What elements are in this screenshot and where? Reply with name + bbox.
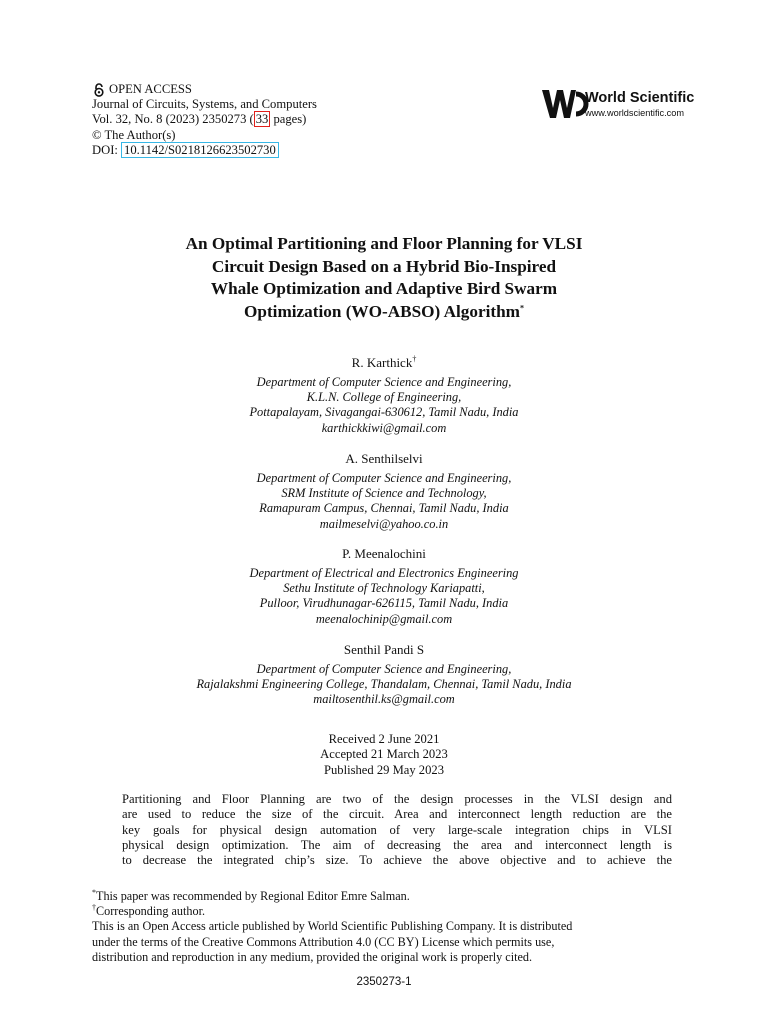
open-access-label: OPEN ACCESS <box>109 82 192 96</box>
affiliation-line: Pottapalayam, Sivagangai-630612, Tamil Nadu, India <box>249 405 519 420</box>
abstract-line: Partitioning and Floor Planning are two of the design processes in the VLSI design and <box>122 792 672 806</box>
affiliation-line: Department of Computer Science and Engineering, <box>256 662 512 676</box>
author-name: Senthil Pandi S <box>343 642 425 657</box>
author-email[interactable]: meenalochinip@gmail.com <box>315 611 453 626</box>
footnote-mark: † <box>92 903 96 913</box>
volume-suffix: pages) <box>270 112 307 127</box>
footnote-text: Corresponding author. <box>96 904 205 919</box>
affiliation-line: Rajalakshmi Engineering College, Thandalam, Chennai, Tamil Nadu, India <box>196 677 572 692</box>
title-line-3: Whale Optimization and Adaptive Bird Swarm <box>210 279 558 299</box>
doi-line <box>92 143 317 158</box>
journal-header <box>92 82 317 158</box>
author-email[interactable]: mailtosenthil.ks@gmail.com <box>313 692 455 707</box>
affiliation-line: Department of Electrical and Electronics Engineering <box>249 566 519 580</box>
copyright-line: © The Author(s) <box>92 127 176 142</box>
abstract-line: physical design optimization. The aim of decreasing the area and interconnect length is <box>122 837 672 852</box>
publisher-url[interactable]: www.worldscientific.com <box>585 108 685 118</box>
footnote-mark: * <box>92 887 96 897</box>
volume-line <box>92 112 317 127</box>
doi-link[interactable]: 10.1142/S0218126623502730 <box>121 142 279 158</box>
volume-prefix: Vol. 32, No. 8 (2023) 2350273 ( <box>92 112 254 127</box>
abstract-line: key goals for physical design automation of very large-scale integration chips in VLSI <box>122 822 672 837</box>
author-affiliation <box>0 471 768 532</box>
author-block-4 <box>0 642 768 708</box>
author-block-1 <box>0 355 768 436</box>
affiliation-line: SRM Institute of Science and Technology, <box>281 486 487 501</box>
page-number: 2350273-1 <box>356 976 412 988</box>
pages-count-link[interactable]: 33 <box>255 112 269 127</box>
affiliation-line: Department of Computer Science and Engineering, <box>256 375 512 389</box>
title-line-4-text: Optimization (WO-ABSO) Algorithm <box>244 301 520 321</box>
title-line-1: An Optimal Partitioning and Floor Planning for VLSI <box>185 234 583 253</box>
footnotes <box>92 889 704 965</box>
license-line: This is an Open Access article published by World Scientific Publishing Company. It is distributed <box>92 919 573 934</box>
affiliation-line: K.L.N. College of Engineering, <box>306 390 462 405</box>
author-name: P. Meenalochini <box>342 546 426 561</box>
footnote-corresponding <box>92 904 704 919</box>
open-access-row <box>92 82 317 97</box>
journal-name: Journal of Circuits, Systems, and Computers <box>92 97 317 112</box>
corresponding-mark[interactable]: † <box>412 354 417 364</box>
title-line-2: Circuit Design Based on a Hybrid Bio-Inspired <box>211 256 557 276</box>
published-date: Published 29 May 2023 <box>324 762 444 777</box>
affiliation-line: Pulloor, Virudhunagar-626115, Tamil Nadu, India <box>259 596 509 611</box>
license-line: distribution and reproduction in any medium, provided the original work is properly cited. <box>92 949 533 964</box>
affiliation-line: Ramapuram Campus, Chennai, Tamil Nadu, India <box>259 501 509 516</box>
author-block-3 <box>0 546 768 627</box>
footnote-recommended <box>92 889 704 904</box>
accepted-date: Accepted 21 March 2023 <box>320 747 448 762</box>
abstract <box>122 792 672 868</box>
author-name: A. Senthilselvi <box>345 451 423 466</box>
license-line: under the terms of the Creative Commons Attribution 4.0 (CC BY) License which permits use, <box>92 934 555 949</box>
received-date: Received 2 June 2021 <box>328 732 440 746</box>
author-block-2 <box>0 451 768 532</box>
open-access-lock-icon <box>92 83 106 97</box>
author-email[interactable]: karthickkiwi@gmail.com <box>321 420 447 435</box>
title-footnote-mark[interactable]: * <box>519 303 524 313</box>
author-affiliation <box>0 662 768 708</box>
abstract-line: to decrease the integrated chip’s size. To achieve the above objective and to achieve the <box>122 853 672 868</box>
title-line-4 <box>0 301 768 324</box>
affiliation-line: Sethu Institute of Technology Kariapatti, <box>283 581 485 596</box>
paper-title <box>0 233 768 323</box>
author-affiliation <box>0 375 768 436</box>
publication-dates <box>0 732 768 778</box>
footnote-text: This paper was recommended by Regional Editor Emre Salman. <box>96 889 410 903</box>
publisher-name: World Scientific <box>585 90 695 106</box>
author-affiliation <box>0 566 768 627</box>
affiliation-line: Department of Computer Science and Engineering, <box>256 471 512 485</box>
abstract-line: are used to reduce the size of the circuit. Area and interconnect length reduction are the <box>122 807 672 822</box>
doi-label: DOI: <box>92 142 118 157</box>
author-email[interactable]: mailmeselvi@yahoo.co.in <box>319 516 449 531</box>
author-name: R. Karthick <box>351 355 413 370</box>
